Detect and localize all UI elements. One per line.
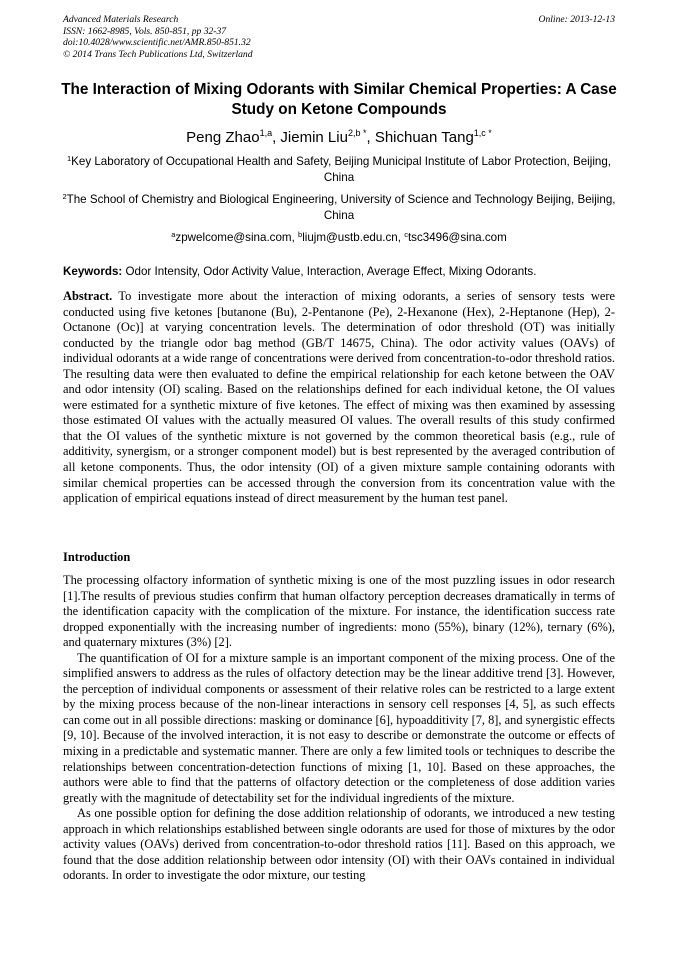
paragraph: The processing olfactory information of synthetic mixing is one of the most puzzling issues in odor research [1].The results of previous studies confirm that human olfactory perception decreases dramatically in terms of the identification capacity with the complication of the mixture. For instance, the identification success rate dropped exponentially with the increasing number of ingredients: mono (55%), binary (12%), ternary (6%), and quaternary mixtures (3%) [2].: [63, 573, 615, 650]
abstract: [63, 289, 615, 507]
journal-name: Advanced Materials Research: [63, 14, 179, 25]
online-date: Online: 2013-12-13: [538, 14, 615, 25]
affiliation-2: [60, 192, 618, 223]
author-superscript: 1,a: [259, 128, 273, 138]
abstract-text: To investigate more about the interaction of mixing odorants, a series of sensory tests were conducted using five ketones [butanone (Bu), 2-Pentanone (Pe), 2-Hexanone (Hex), 2-Heptanone (Hep), 2-Octanone (Oc)] at varying concentration levels. The determination of odor threshold (OT) was initially conducted by the triangle odor bag method (GB/T 14675, China). The odor activity values (OAVs) of individual odorants at a wide range of concentrations were derived from concentration-to-odor threshold ratios. The resulting data were then evaluated to define the empirical relationship for each ketone between the OAV and odor intensity (OI) scaling. Based on the relationships defined for each individual ketone, the OI values were estimated for a synthetic mixture of five ketones. The effect of mixing was then examined by assessing those estimated OI values with the actually measured OI values. The overall results of this study confirmed that the OI values of the synthetic mixture is not governed by the common theoretical basis (e.g., rule of additivity, synergism, or a stronger component model) but is best represented by the averaged contribution of all ketone components. Thus, the odor intensity (OI) of a given mixture sample containing odorants with similar chemical properties can be accessed through the conversion from its concentration value with the application of empirical equations instead of direct measurement by the human test panel.: [63, 289, 615, 506]
issn-line: ISSN: 1662-8985, Vols. 850-851, pp 32-37: [63, 25, 227, 37]
affiliation-text: Key Laboratory of Occupational Health and Safety, Beijing Municipal Institute of Labor Protection, Beijing, China: [71, 155, 612, 184]
email-address: zpwelcome@sina.com,: [175, 231, 299, 244]
affiliation-1: [60, 154, 618, 185]
introduction-body: [63, 573, 615, 884]
email-mark: c: [404, 230, 408, 239]
keywords-text: Odor Intensity, Odor Activity Value, Interaction, Average Effect, Mixing Odorants.: [122, 265, 537, 278]
abstract-label: Abstract.: [63, 289, 113, 303]
author-superscript: 2,b *: [347, 128, 367, 138]
author-list: Peng Zhao$^{1,a}$, Jiemin Liu$^{2,b *}$, Shichuan Tang$^{1,c *}$: [186, 128, 492, 146]
copyright-line: © 2014 Trans Tech Publications Ltd, Switzerland: [63, 48, 253, 60]
paragraph: As one possible option for defining the dose addition relationship of odorants, we introduced a new testing approach in which relationships established between single odorants are used for those of mixtures by the odor activity values (OAVs) derived from concentration-to-odor threshold ratios [11]. Based on this approach, we found that the dose addition relationship between odor intensity (OI) with their OAVs contained in individual odorants. In order to investigate the odor mixture, our testing: [63, 806, 615, 883]
author-name: Jiemin Liu: [280, 129, 348, 146]
keywords: [63, 264, 615, 279]
doi-line: doi:10.4028/www.scientific.net/AMR.850-851.32: [63, 37, 251, 49]
author-superscript: 1,c *: [473, 128, 492, 138]
email-list: [60, 230, 618, 246]
introduction-heading: Introduction: [63, 550, 131, 564]
paper-title: The Interaction of Mixing Odorants with Similar Chemical Properties: A Case Study on Ketone Compounds: [61, 81, 617, 118]
affiliation-text: The School of Chemistry and Biological Engineering, University of Science and Technology Beijing, Beijing, China: [66, 193, 616, 222]
email-address: tsc3496@sina.com: [407, 231, 507, 244]
email-mark: b: [298, 230, 303, 239]
author-name: Shichuan Tang: [374, 129, 474, 146]
affiliation-mark: 1: [66, 154, 72, 163]
author-name: Peng Zhao: [186, 129, 260, 146]
journal-header: [63, 14, 615, 60]
email-mark: a: [171, 230, 176, 239]
paragraph: The quantification of OI for a mixture sample is an important component of the mixing process. One of the simplified answers to address as the rules of olfactory detection may be the linear additive trend [3]. However, the perception of individual components or assessment of their relative roles can be restricted to a large extent by the mixing process because of the non-linear interactions in sensory cell responses [4, 5], as such effects can come out in all possible directions: masking or dominance [6], hypoadditivity [7, 8], and synergistic effects [9, 10]. Because of the involved interaction, it is not easy to describe or demonstrate the outcome or effects of mixing in a predictable and systematic manner. There are only a few limited tools or techniques to describe the relationships between concentration-detection functions of mixing [1, 10]. Based on these approaches, the authors were able to find that the patterns of olfactory detection or the completeness of dose addition varies greatly with the magnitude of detectability set for the individual ingredients of the mixture.: [63, 650, 615, 805]
keywords-label: Keywords:: [63, 265, 123, 278]
affiliation-mark: 2: [62, 192, 67, 201]
email-address: liujm@ustb.edu.cn,: [302, 231, 405, 244]
